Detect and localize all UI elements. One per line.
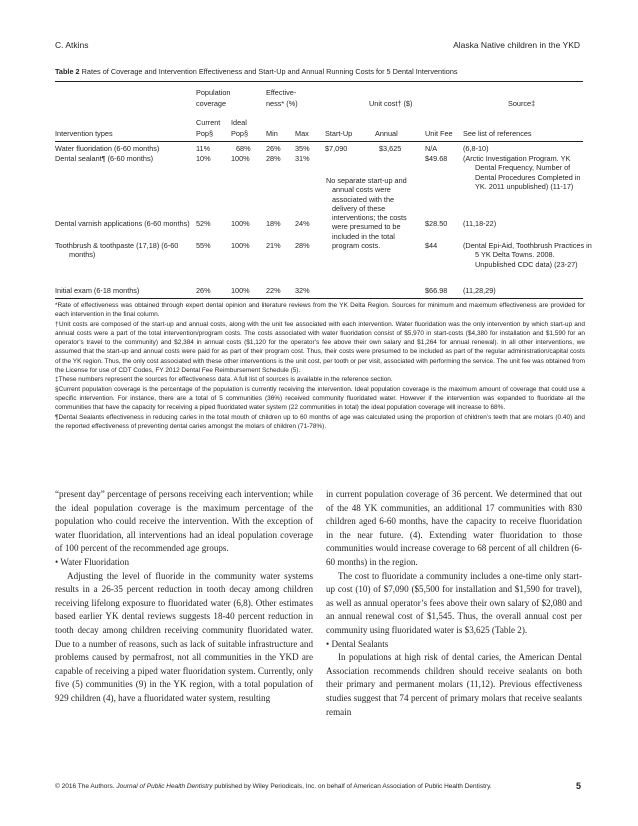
row-5-min: 22% — [266, 286, 281, 295]
body-paragraph: “present day” percentage of persons receiving each intervention; while the ideal population coverage is the maximum percentage of the population who could receive the intervention. With the exception of water fluoridation, all interventions had an ideal population coverage of 100 percent of the recommended age groups. — [55, 489, 313, 554]
table-bottom-rule — [55, 298, 583, 299]
row-2-ideal: 100% — [231, 154, 250, 163]
col-current-pop: Pop§ — [196, 129, 214, 138]
col-annual: Annual — [375, 129, 398, 138]
col-startup: Start-Up — [325, 129, 353, 138]
body-paragraph: Adjusting the level of fluoride in the community water systems results in a 26-35 percent reduction in tooth decay among children receiving lifelong exposure to fluoridated water (6,8). Other estimates based earlier YK dental reviews suggests 18-40 percent reduction in tooth decay among children receiving community fluoridated water. Due to a number of reasons, such as lack of suitable infrastructure and problems caused by permafrost, not all communities in the YKD are capable of receiving a piped water fluoridation system. Currently, only five (5) communities (9) in the YK region, with a total population of 929 children (4), have a fluoridated water system, resulting — [55, 570, 313, 703]
footnote-effectiveness: *Rate of effectiveness was obtained through expert dental opinion and literature reviews from the YK Delta Region. Sources for minimum and maximum effectiveness are provided for each intervention in the final column. — [55, 302, 585, 319]
header-coverage: coverage — [196, 99, 227, 108]
page-number: 5 — [575, 781, 581, 791]
section-bullet-dental-sealants: • Dental Sealants — [326, 638, 389, 649]
body-right-column — [326, 488, 582, 719]
row-4-min: 21% — [266, 241, 281, 250]
body-left-column — [55, 488, 313, 706]
col-ideal: Ideal — [231, 118, 247, 127]
page-footer — [55, 783, 585, 790]
row-1-current: 11% — [196, 144, 211, 153]
row-2-current: 10% — [196, 154, 211, 163]
row-5-source: (11,28,29) — [463, 286, 496, 295]
header-unit-cost: Unit cost† ($) — [369, 99, 413, 108]
row-4-name: Toothbrush & toothpaste (17,18) (6-60 months) — [55, 241, 179, 260]
row-5-ideal: 100% — [231, 286, 250, 295]
header-rule — [55, 141, 583, 142]
row-3-min: 18% — [266, 219, 281, 228]
header-effectiveness: Effective- — [266, 88, 297, 97]
row-1-source: (6,8-10) — [463, 144, 489, 153]
col-min: Min — [266, 129, 278, 138]
row-2-fee: $49.68 — [425, 154, 448, 163]
merged-cost-note: No separate start-up and annual costs were associated with the delivery of these interventions; the costs were presumed to be included in the total program costs. — [326, 176, 407, 251]
table-footnotes — [55, 301, 585, 431]
row-4-fee: $44 — [425, 241, 438, 250]
col-intervention: Intervention types — [55, 129, 113, 138]
header-effectiveness-pct: ness* (%) — [266, 99, 298, 108]
row-3-max: 24% — [295, 219, 310, 228]
table-label: Table 2 — [55, 67, 80, 76]
row-3-ideal: 100% — [231, 219, 250, 228]
body-paragraph: The cost to fluoridate a community includes a one-time only start-up cost (10) of $7,090 ($5,500 for installation and $1,590 for travel), as well as annual operator’s fees above their own salary of $2,080 and an annual renewal cost of $1,545. Thus, the overall annual cost per community using fluoridated water is $3,625 (Table 2). — [326, 570, 582, 635]
footnote-unit-costs: †Unit costs are composed of the start-up and annual costs, along with the unit fee associated with each intervention. Water fluoridation was the only intervention by which start-up and annual costs were a part of the total intervention/program costs. The costs associated with water fluoridation consist of $5,970 in start-costs ($4,380 for installation and $1,590 for an operator’s travel to the community) and $2,384 in annual costs ($1,120 for the operator’s fee above their own salary and $1,264 for annual renewal). In all other interventions, we assumed that the start-up and annual costs were paid for as part of their program cost. Thus, their costs were presumed to be included as part of the regular administration/capital costs of the YK region. Thus, the only cost associated with these other interventions is the unit cost, per tooth or per visit, associated with performing the service. The unit fee was obtained from the License for use of CDT Codes, FY 2012 Dental Fee Reimbursement Schedule (5). — [55, 320, 585, 375]
table-top-rule — [55, 81, 583, 82]
row-1-min: 26% — [266, 144, 281, 153]
header-source: Source‡ — [508, 99, 536, 108]
footer-journal: Journal of Public Health Dentistry — [116, 783, 213, 790]
footer-publisher: published by Wiley Periodicals, Inc. on behalf of American Association of Public Health Dentistry. — [212, 783, 492, 790]
row-2-max: 31% — [295, 154, 310, 163]
footnote-sources: ‡These numbers represent the sources for effectiveness data. A full list of sources is available in the reference section. — [55, 376, 393, 384]
row-4-ideal: 100% — [231, 241, 250, 250]
row-1-ideal: 68% — [236, 144, 251, 153]
table-caption-text: Rates of Coverage and Intervention Effectiveness and Start-Up and Annual Running Costs for 5 Dental Interventions — [81, 67, 458, 76]
row-3-fee: $28.50 — [425, 219, 448, 228]
col-unit-fee: Unit Fee — [425, 129, 453, 138]
header-population: Population — [196, 88, 231, 97]
row-1-annual: $3,625 — [379, 144, 402, 153]
row-5-fee: $66.98 — [425, 286, 448, 295]
running-title: Alaska Native children in the YKD — [453, 40, 580, 50]
footnote-sealants: ¶Dental Sealants effectiveness in reducing caries in the total mouth of children up to 60 months of age was calculated using the proportion of children’s teeth that are molars (0.40) and the reported effectiveness of preventing dental caries amongst the molars of children (71-78%). — [55, 413, 585, 430]
running-author: C. Atkins — [55, 40, 89, 50]
row-1-startup: $7,090 — [325, 144, 348, 153]
row-1-name: Water fluoridation (6-60 months) — [55, 144, 160, 153]
row-2-name: Dental sealant¶ (6-60 months) — [55, 154, 154, 163]
row-4-max: 28% — [295, 241, 310, 250]
col-ideal-pop: Pop§ — [231, 129, 249, 138]
row-5-name: Initial exam (6-18 months) — [55, 286, 140, 295]
row-2-min: 28% — [266, 154, 281, 163]
row-4-current: 55% — [196, 241, 211, 250]
row-5-current: 26% — [196, 286, 211, 295]
col-refs: See list of references — [463, 129, 532, 138]
body-paragraph: in current population coverage of 36 percent. We determined that out of the 48 YK communities, an additional 17 communities with 830 children aged 6-60 months, have the capacity to receive fluoridation in the near future. (4). Extending water fluoridation to those communities would increase coverage to 68 percent of all children (6-60 months) in the region. — [326, 489, 582, 567]
row-1-fee: N/A — [425, 144, 438, 153]
col-max: Max — [295, 129, 309, 138]
row-3-source: (11,18-22) — [463, 219, 497, 228]
row-1-max: 35% — [295, 144, 310, 153]
section-bullet-water-fluoridation: • Water Fluoridation — [55, 556, 130, 567]
row-3-current: 52% — [196, 219, 211, 228]
row-2-source: (Arctic Investigation Program. YK Dental Frequency, Number of Dental Procedures Completed in YK. 2011 unpublished) (11-17) — [463, 154, 581, 191]
footer-copyright: © 2016 The Authors. — [55, 783, 117, 790]
table-caption — [55, 67, 585, 76]
body-paragraph: In populations at high risk of dental caries, the American Dental Association recommends children should receive sealants on both their primary and permanent molars (11,12). Previous effectiveness studies suggest that 74 percent of primary molars that receive sealants remain — [326, 652, 582, 717]
row-5-max: 32% — [295, 286, 310, 295]
col-current: Current — [196, 118, 221, 127]
footnote-population-coverage: §Current population coverage is the percentage of the population is currently receiving the intervention. Ideal population coverage is the maximum amount of coverage that could use a specific intervention. For instance, there are a total of 5 communities (36%) received community fluoridated water. However if the intervention was expanded to fluoridate all the communities that have the capacity for receiving a piped fluoridated water system (22 communities in total) the ideal population coverage will increase to 68%. — [55, 385, 585, 412]
row-4-source: (Dental Epi-Aid, Toothbrush Practices in 5 YK Delta Towns. 2008. Unpublished CDC data) (23-27) — [463, 241, 592, 269]
row-3-name: Dental varnish applications (6-60 months) — [55, 219, 190, 228]
